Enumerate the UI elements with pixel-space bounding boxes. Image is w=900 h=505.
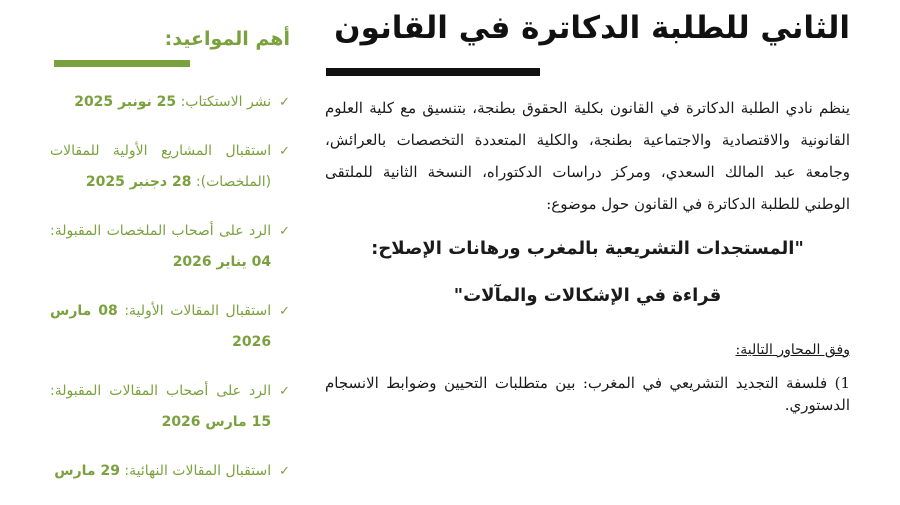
date-label: استقبال المشاريع الأولية للمقالات (الملخصات): <box>50 143 272 190</box>
date-label: الرد على أصحاب الملخصات المقبولة: <box>50 223 272 239</box>
date-item <box>50 376 290 438</box>
main-column <box>325 0 850 416</box>
date-value: 15 مارس 2026 <box>161 414 272 430</box>
check-icon: ✓ <box>279 224 290 239</box>
date-item <box>50 216 290 278</box>
sidebar-heading: أهم المواعيد: <box>164 28 290 50</box>
date-value: 29 مارس <box>54 463 120 479</box>
key-dates-sidebar <box>50 28 290 505</box>
date-value: 28 دجنبر 2025 <box>85 174 192 190</box>
date-value: 08 مارس 2026 <box>50 303 272 350</box>
check-icon: ✓ <box>279 384 290 399</box>
check-icon: ✓ <box>279 144 290 159</box>
topic-line-1: "المستجدات التشريعية بالمغرب ورهانات الإصلاح: <box>371 238 804 259</box>
axes-label: وفق المحاور التالية: <box>735 342 850 358</box>
date-label: استقبال المقالات النهائية: <box>124 463 272 479</box>
check-icon: ✓ <box>279 464 290 479</box>
sidebar-underline <box>54 60 190 67</box>
dates-list <box>50 87 290 487</box>
date-value: 04 يناير 2026 <box>172 254 272 270</box>
intro-paragraph: ينظم نادي الطلبة الدكاترة في القانون بكلية الحقوق بطنجة، بتنسيق مع كلية العلوم القانونية والاقتصادية والاجتماعية بطنجة، والكلية المتعددة التخصصات بالعرائش، وجامعة عبد المالك السعدي، ومركز دراسات الدكتوراه، النسخة الثانية للملتقى الوطني للطلبة الدكاترة في القانون حول موضوع: <box>325 99 850 213</box>
date-label: الرد على أصحاب المقالات المقبولة: <box>50 383 272 399</box>
topic-line-2: قراءة في الإشكالات والمآلات" <box>453 285 722 306</box>
check-icon: ✓ <box>279 304 290 319</box>
page-title: الثاني للطلبة الدكاترة في القانون <box>334 10 850 46</box>
date-item <box>50 136 290 198</box>
date-value: 25 نونبر 2025 <box>74 94 177 110</box>
date-label: نشر الاستكتاب: <box>180 94 272 110</box>
date-item <box>50 456 290 487</box>
title-underline <box>326 68 540 76</box>
check-icon: ✓ <box>279 95 290 110</box>
date-item <box>50 296 290 358</box>
date-item <box>50 87 290 118</box>
date-label: استقبال المقالات الأولية: <box>124 303 272 319</box>
axis-item: 1) فلسفة التجديد التشريعي في المغرب: بين متطلبات التحيين وضوابط الانسجام الدستوري. <box>325 374 850 414</box>
